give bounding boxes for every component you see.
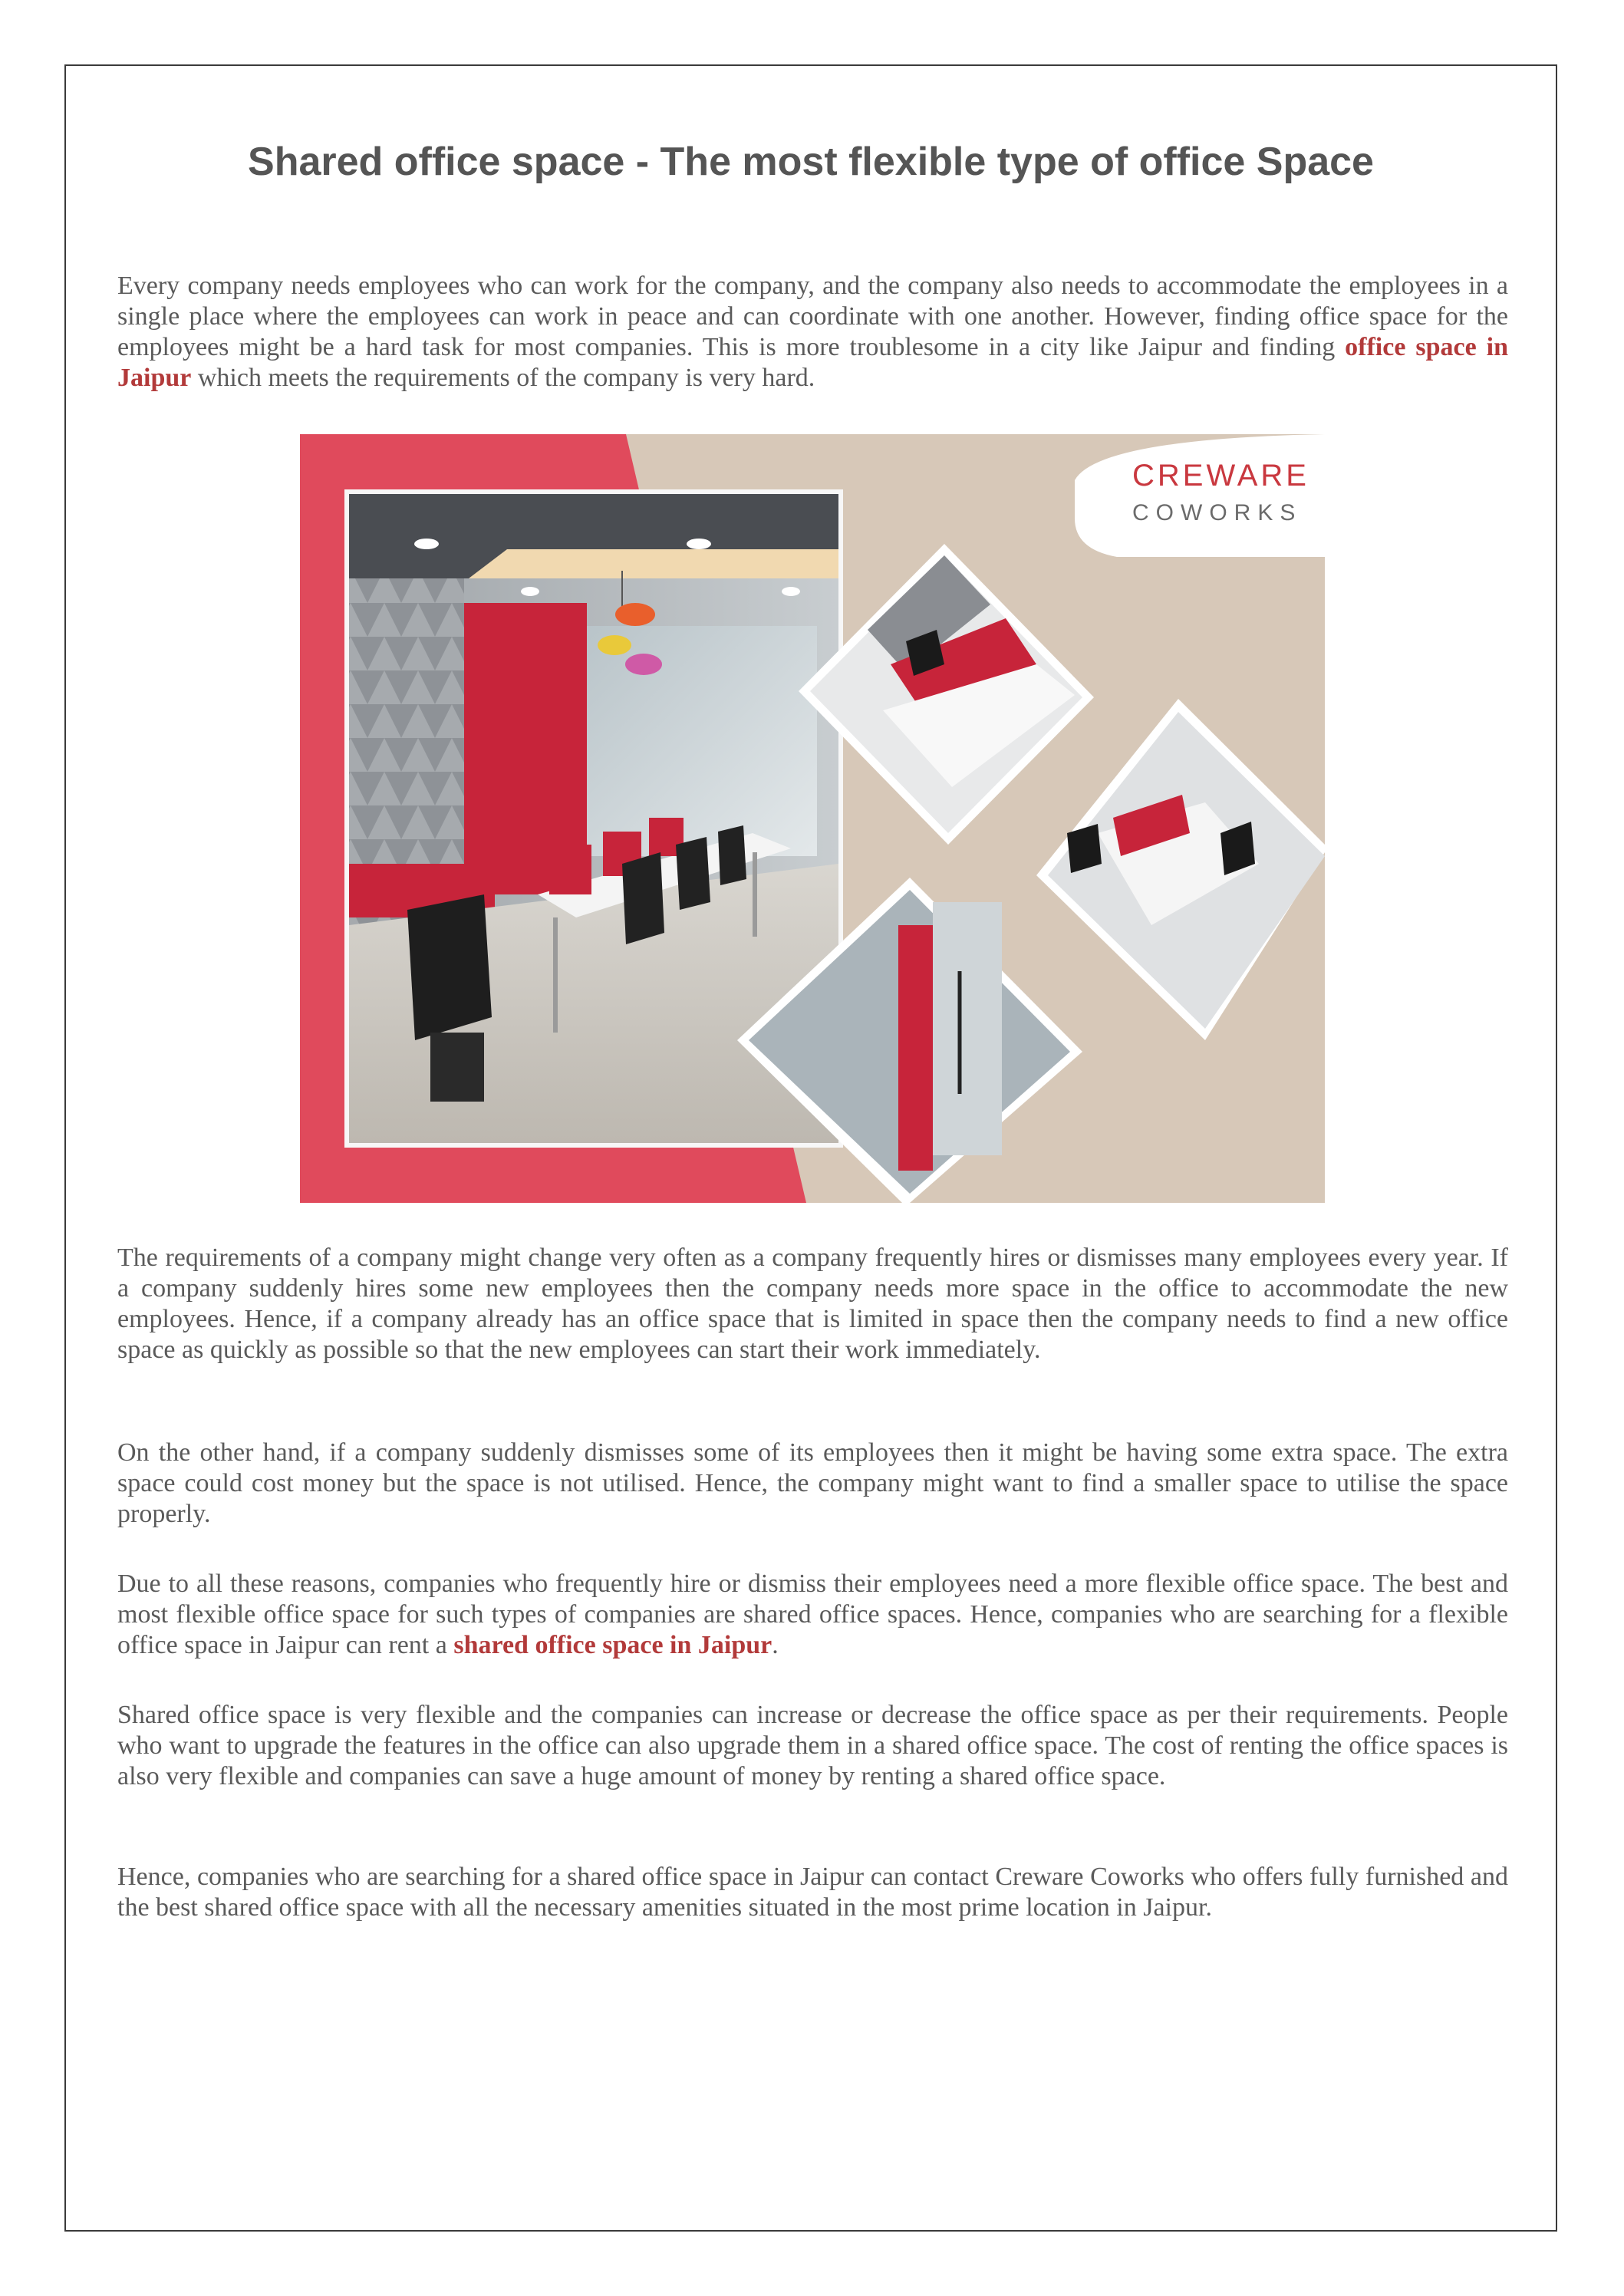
shared-office-space-jaipur-link[interactable]: shared office space in Jaipur	[453, 1631, 772, 1659]
hero-image	[300, 434, 1325, 1203]
logo-wordmark: CREWARE	[1132, 459, 1309, 492]
intro-paragraph	[117, 271, 1508, 394]
office-space-jaipur-link[interactable]: office space in Jaipur	[117, 333, 1509, 392]
intro-text-after: which meets the requirements of the company is very hard.	[191, 364, 815, 392]
page-title: Shared office space - The most flexible type of office Space	[248, 140, 1374, 184]
flexibility-text-after: .	[772, 1631, 779, 1659]
logo-subtitle: COWORKS	[1132, 500, 1303, 525]
flexibility-paragraph	[117, 1569, 1508, 1661]
shared-space-benefits-paragraph: Shared office space is very flexible and the companies can increase or decrease the office space as per their requirements. People who want to upgrade the features in the office can also upgrade them in a shared office space. The cost of renting the office spaces is also very flexible and companies can save a huge amount of money by renting a shared office space.	[117, 1701, 1508, 1790]
intro-text-before: Every company needs employees who can work for the company, and the company also needs to accommodate the employees in a single place where the employees can work in peace and can coordinate with one another. However, finding office space for the employees might be a hard task for most companies. This is more troublesome in a city like Jaipur and finding	[117, 272, 1508, 361]
contact-paragraph: Hence, companies who are searching for a shared office space in Jaipur can contact Creware Coworks who offers fully furnished and the best shared office space with all the necessary amenities situated in the most prime location in Jaipur.	[117, 1863, 1508, 1922]
requirements-paragraph: The requirements of a company might change very often as a company frequently hires or dismisses many employees every year. If a company suddenly hires some new employees then the company needs more space in the office to accommodate the new employees. Hence, if a company already has an office space that is limited in space then the company needs to find a new office space as quickly as possible so that the new employees can start their work immediately.	[117, 1244, 1508, 1364]
flexibility-text-before: Due to all these reasons, companies who frequently hire or dismiss their employees need a more flexible office space. The best and most flexible office space for such types of companies are shared office spaces. Hence, companies who are searching for a flexible office space in Jaipur can rent a	[117, 1570, 1508, 1659]
dismissal-paragraph: On the other hand, if a company suddenly dismisses some of its employees then it might be having some extra space. The extra space could cost money but the space is not utilised. Hence, the company might want to find a smaller space to utilise the space properly.	[117, 1438, 1508, 1528]
